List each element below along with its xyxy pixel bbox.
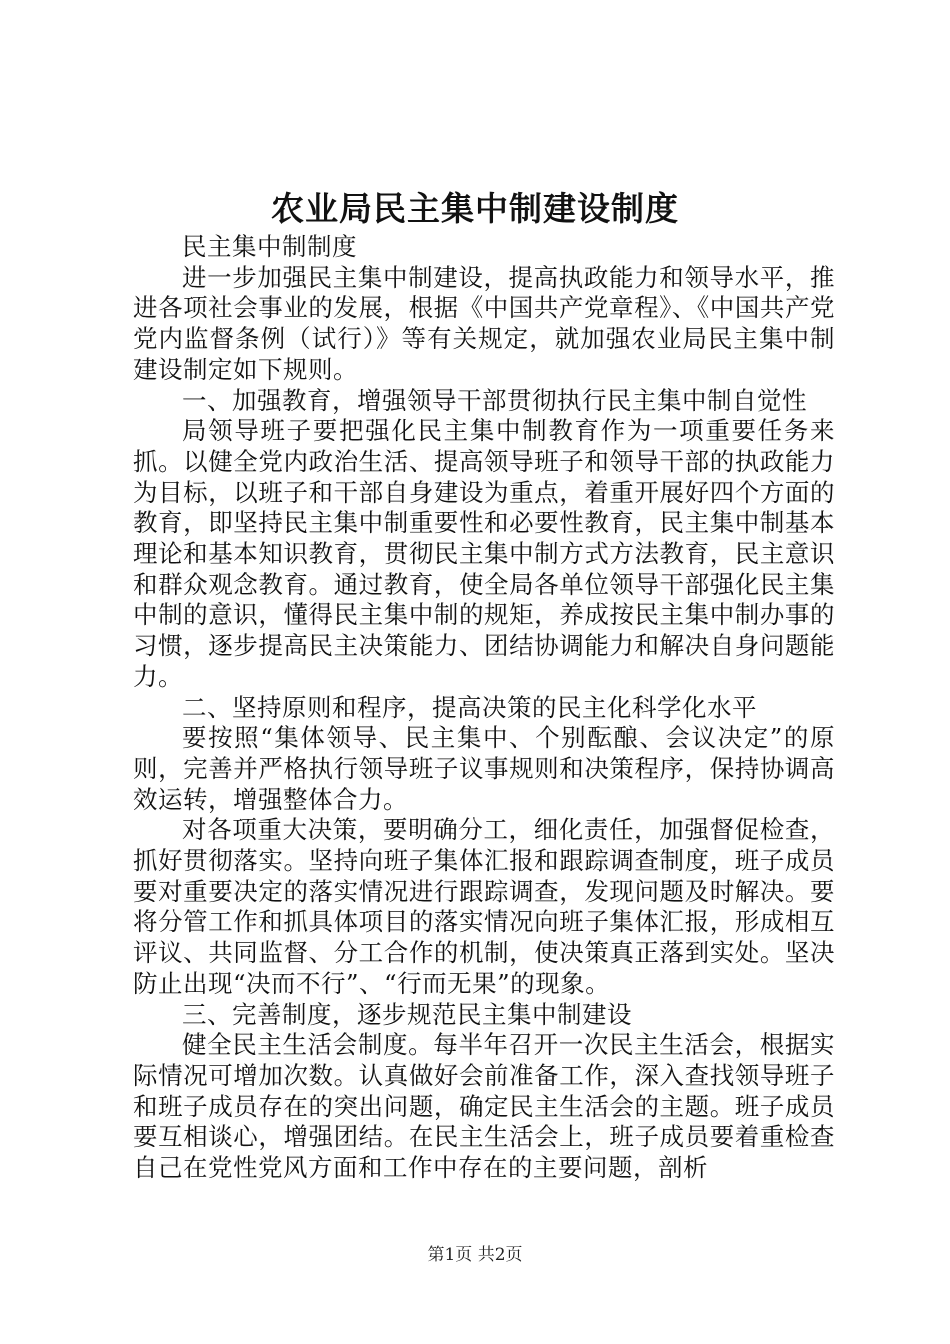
section-2-paragraph-2: 对各项重大决策，要明确分工，细化责任，加强督促检查，抓好贯彻落实。坚持向班子集体汇报和跟踪调查制度，班子成员要对重要决定的落实情况进行跟踪调查，发现问题及时解决。要将分管工作和抓具体项目的落实情况向班子集体汇报，形成相互评议、共同监督、分工合作的机制，使决策真正落到实处。坚决防止出现“决而不行”、“行而无果”的现象。 [133,815,835,998]
section-1-paragraph: 局领导班子要把强化民主集中制教育作为一项重要任务来抓。以健全党内政治生活、提高领导班子和领导干部的执政能力为目标，以班子和干部自身建设为重点，着重开展好四个方面的教育，即坚持民主集中制重要性和必要性教育，民主集中制基本理论和基本知识教育，贯彻民主集中制方式方法教育，民主意识和群众观念教育。通过教育，使全局各单位领导干部强化民主集中制的意识，懂得民主集中制的规矩，养成按民主集中制办事的习惯，逐步提高民主决策能力、团结协调能力和解决自身问题能力。 [133,416,835,691]
document-title: 农业局民主集中制建设制度 [271,189,679,228]
intro-paragraph: 进一步加强民主集中制建设，提高执政能力和领导水平，推进各项社会事业的发展，根据《中国共产党章程》、《中国共产党党内监督条例（试行）》等有关规定，就加强农业局民主集中制建设制定如下规则。 [133,262,835,384]
subtitle: 民主集中制制度 [182,232,357,261]
section-1-heading: 一、加强教育，增强领导干部贯彻执行民主集中制自觉性 [182,385,807,415]
section-3-heading: 三、完善制度，逐步规范民主集中制建设 [182,999,632,1029]
section-2-heading: 二、坚持原则和程序，提高决策的民主化科学化水平 [182,692,757,722]
section-3-paragraph: 健全民主生活会制度。每半年召开一次民主生活会，根据实际情况可增加次数。认真做好会前准备工作，深入查找领导班子和班子成员存在的突出问题，确定民主生活会的主题。班子成员要互相谈心，增强团结。在民主生活会上，班子成员要着重检查自己在党性党风方面和工作中存在的主要问题，剖析 [133,1030,835,1183]
page-footer: 第1页 共2页 [427,1245,523,1265]
section-2-paragraph-1: 要按照“集体领导、民主集中、个别酝酿、会议决定”的原则，完善并严格执行领导班子议事规则和决策程序，保持协调高效运转，增强整体合力。 [133,723,835,814]
document-body [133,232,835,1184]
